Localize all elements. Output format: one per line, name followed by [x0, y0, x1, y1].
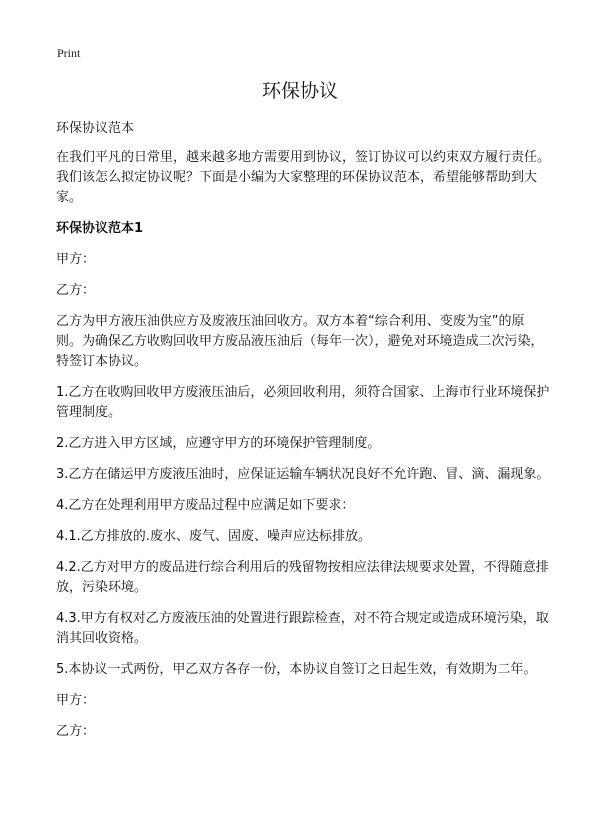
preamble-paragraph: 乙方为甲方液压油供应方及废液压油回收方。双方本着“综合利用、变废为宝”的原则。为确保乙方收购回收甲方废品液压油后（每年一次），避免对环境造成二次污染，特签订本协议。: [56, 314, 544, 369]
sign-party-b: 乙方：: [56, 724, 96, 739]
section-heading: 环保协议范本1: [56, 221, 144, 236]
page-title: 环保协议: [261, 80, 338, 102]
document-subtitle: 环保协议范本: [56, 121, 135, 136]
clause-4-2: 4.2.乙方对甲方的废品进行综合利用后的残留物按相应法律法规要求处置，不得随意排放，污染环境。: [56, 560, 549, 595]
document-body: [56, 119, 550, 753]
clause-2: 2.乙方进入甲方区域，应遵守甲方的环境保护管理制度。: [56, 436, 381, 451]
party-b-label: 乙方：: [56, 283, 96, 298]
party-a-label: 甲方：: [56, 252, 96, 267]
clause-3: 3.乙方在储运甲方废液压油时，应保证运输车辆状况良好不允许跑、冒、滴、漏现象。: [56, 467, 550, 482]
print-link[interactable]: Print: [57, 46, 81, 60]
sign-party-a: 甲方：: [56, 693, 96, 708]
clause-4-3: 4.3.甲方有权对乙方废液压油的处置进行跟踪检查，对不符合规定或造成环境污染，取消其回收资格。: [56, 611, 549, 646]
clause-1: 1.乙方在收购回收甲方废液压油后，必须回收利用，须符合国家、上海市行业环境保护管理制度。: [56, 385, 550, 420]
clause-4-1: 4.1.乙方排放的.废水、废气、固废、噪声应达标排放。: [56, 529, 371, 544]
clause-5: 5.本协议一式两份，甲乙双方各存一份，本协议自签订之日起生效，有效期为二年。: [56, 662, 537, 677]
intro-paragraph: 在我们平凡的日常里，越来越多地方需要用到协议，签订协议可以约束双方履行责任。我们该怎么拟定协议呢？下面是小编为大家整理的环保协议范本，希望能够帮助到大家。: [56, 150, 551, 205]
clause-4: 4.乙方在处理利用甲方废品过程中应满足如下要求：: [56, 498, 355, 513]
